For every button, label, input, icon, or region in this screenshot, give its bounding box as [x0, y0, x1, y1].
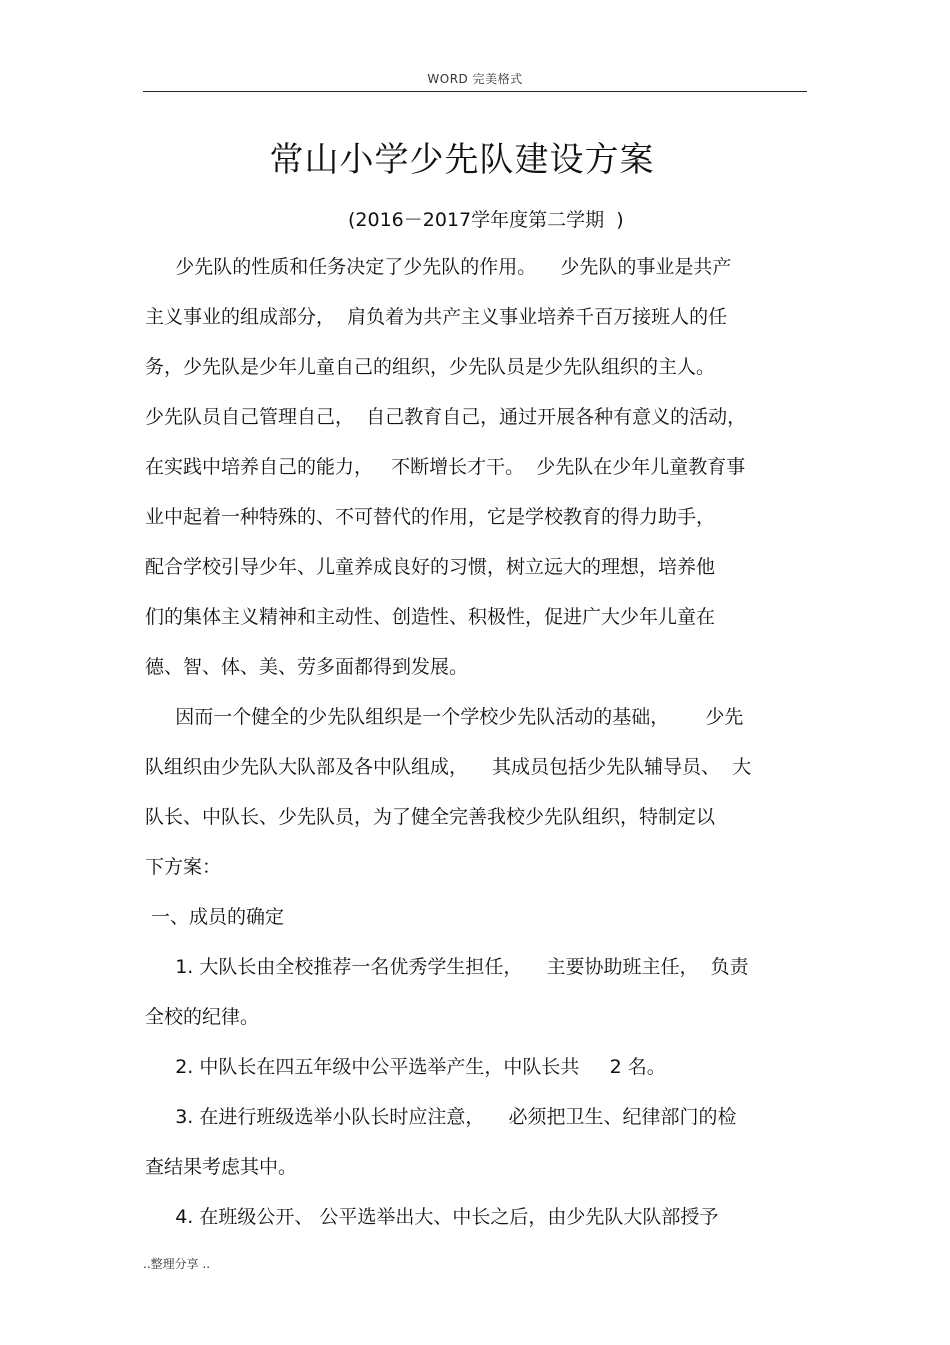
- body-line: 少先队员自己管理自己， 自己教育自己，通过开展各种有意义的活动，: [145, 406, 747, 428]
- body-line: 少先队的性质和任务决定了少先队的作用。 少先队的事业是共产: [145, 256, 732, 278]
- list-item: 1. 大队长由全校推荐一名优秀学生担任， 主要协助班主任， 负责: [145, 956, 749, 978]
- page-footer: ..整理分享 ..: [143, 1257, 211, 1271]
- body-line: 在实践中培养自己的能力， 不断增长才干。 少先队在少年儿童教育事: [145, 456, 746, 478]
- list-item: 4. 在班级公开、 公平选举出大、中长之后，由少先队大队部授予: [145, 1206, 719, 1228]
- body-line: 配合学校引导少年、儿童养成良好的习惯，树立远大的理想，培养他: [145, 556, 716, 578]
- body-line: 业中起着一种特殊的、不可替代的作用，它是学校教育的得力助手，: [145, 506, 716, 528]
- body-line: 务，少先队是少年儿童自己的组织，少先队员是少先队组织的主人。: [145, 356, 716, 378]
- body-line: 主义事业的组成部分， 肩负着为共产主义事业培养千百万接班人的任: [145, 306, 728, 328]
- document-subtitle: (2016－2017学年度第二学期 ): [348, 209, 624, 231]
- body-line: 全校的纪律。: [145, 1006, 260, 1028]
- body-line: 队组织由少先队大队部及各中队组成， 其成员包括少先队辅导员、 大: [145, 756, 752, 778]
- document-title: 常山小学少先队建设方案: [269, 140, 655, 180]
- body-line: 下方案：: [145, 856, 222, 878]
- body-line: 队长、中队长、少先队员，为了健全完善我校少先队组织，特制定以: [145, 806, 716, 828]
- body-line: 查结果考虑其中。: [145, 1156, 298, 1178]
- body-line: 德、智、体、美、劳多面都得到发展。: [145, 656, 469, 678]
- body-line: 们的集体主义精神和主动性、创造性、积极性，促进广大少年儿童在: [145, 606, 716, 628]
- header-divider: [143, 91, 807, 92]
- list-item: 2. 中队长在四五年级中公平选举产生，中队长共 2 名。: [145, 1056, 666, 1078]
- page-header: WORD 完美格式: [427, 72, 523, 86]
- body-line: 因而一个健全的少先队组织是一个学校少先队活动的基础， 少先: [145, 706, 744, 728]
- section-heading: 一、成员的确定: [145, 906, 285, 928]
- list-item: 3. 在进行班级选举小队长时应注意， 必须把卫生、纪律部门的检: [145, 1106, 737, 1128]
